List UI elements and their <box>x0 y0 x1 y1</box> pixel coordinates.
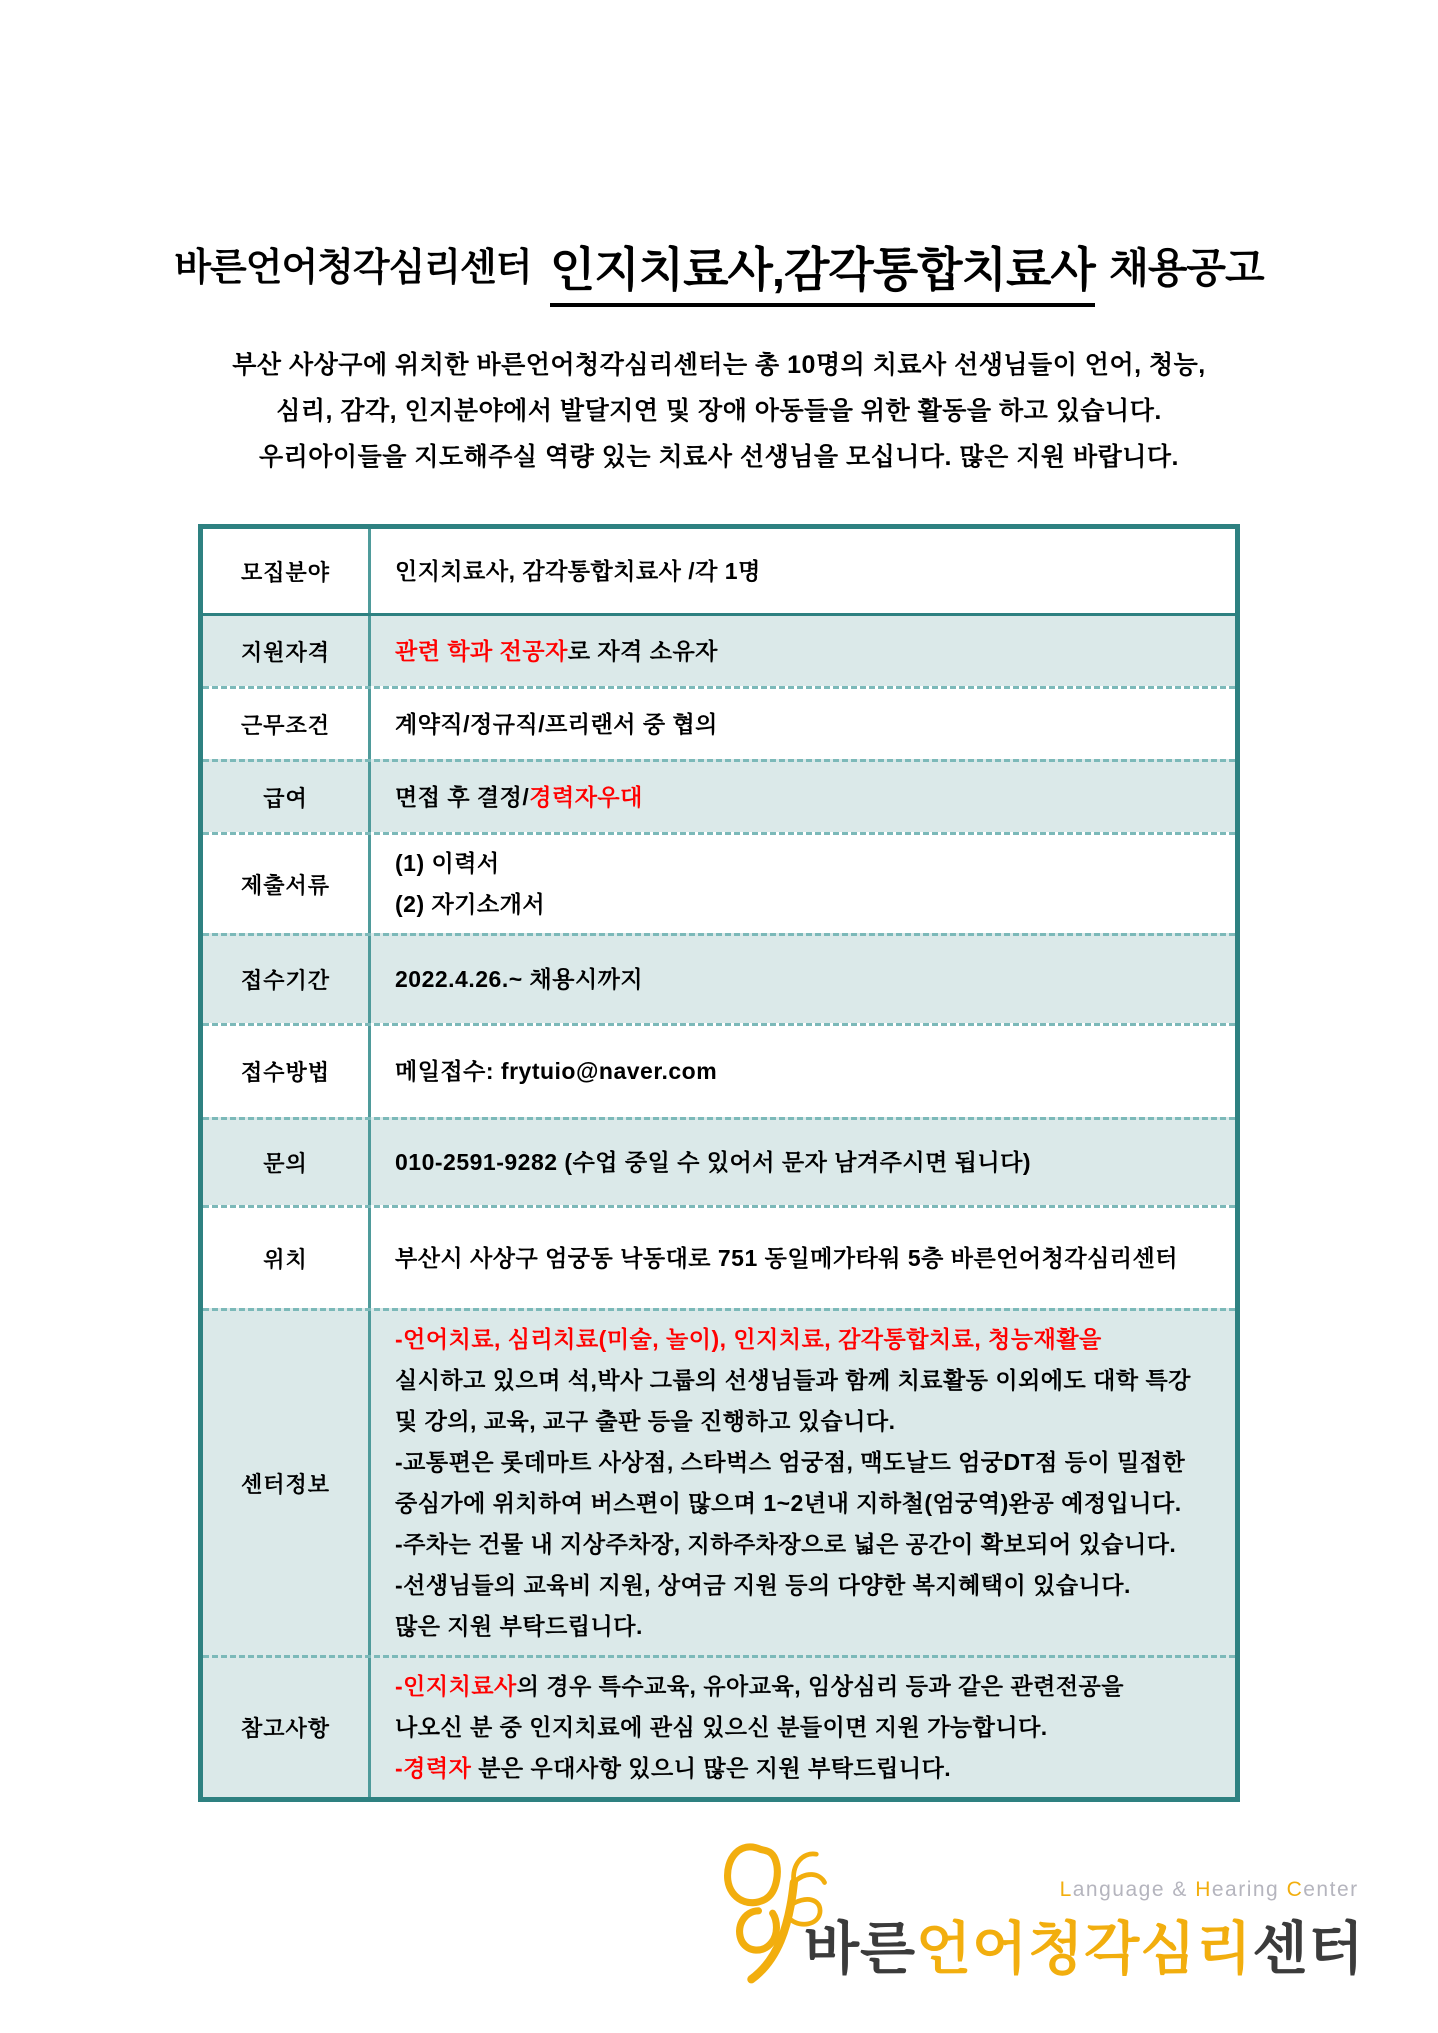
table-row-모집분야 <box>203 529 1235 613</box>
row-label: 근무조건 <box>203 689 371 759</box>
content-line <box>395 1319 1217 1360</box>
plain-text: -선생님들의 교육비 지원, 상여금 지원 등의 다양한 복지혜택이 있습니다. <box>395 1572 1131 1598</box>
row-label: 모집분야 <box>203 529 371 613</box>
plain-text: 나오신 분 중 인지치료에 관심 있으신 분들이면 지원 가능합니다. <box>395 1714 1048 1740</box>
job-info-table <box>198 524 1240 1802</box>
logo-name-gold-part: 언어청각심리 <box>916 1917 1253 1981</box>
content-line <box>395 843 1217 884</box>
tagline-initial: C <box>1286 1878 1304 1901</box>
plain-text: 및 강의, 교육, 교구 출판 등을 진행하고 있습니다. <box>395 1408 896 1434</box>
page-title <box>0 233 1438 307</box>
plain-text: (2) 자기소개서 <box>395 891 546 917</box>
table-row-접수기간 <box>203 933 1235 1023</box>
row-label: 제출서류 <box>203 835 371 933</box>
content-line <box>395 1524 1217 1565</box>
intro-line-2: 심리, 감각, 인지분야에서 발달지연 및 장애 아동들을 위한 활동을 하고 있습니다. <box>276 397 1162 425</box>
row-label: 접수방법 <box>203 1026 371 1117</box>
plain-text: 010-2591-9282 (수업 중일 수 있어서 문자 남겨주시면 됩니다) <box>395 1149 1031 1175</box>
content-line <box>395 1748 1217 1789</box>
tagline-initial: H <box>1195 1878 1212 1901</box>
content-line <box>395 1360 1217 1401</box>
content-line <box>395 1707 1217 1748</box>
plain-text: 2022.4.26.~ 채용시까지 <box>395 966 644 992</box>
table-row-근무조건 <box>203 686 1235 759</box>
plain-text: 계약직/정규직/프리랜서 중 협의 <box>395 710 718 737</box>
row-label: 위치 <box>203 1208 371 1308</box>
plain-text: -교통편은 롯데마트 사상점, 스타벅스 엄궁점, 맥도날드 엄궁DT점 등이 밀접한 <box>395 1449 1186 1475</box>
content-line <box>395 1606 1217 1647</box>
row-label: 접수기간 <box>203 936 371 1023</box>
plain-text: 실시하고 있으며 석,박사 그룹의 선생님들과 함께 치료활동 이외에도 대학 특강 <box>395 1367 1191 1393</box>
logo-name-gray-part: 바른 <box>804 1917 917 1981</box>
intro-paragraph <box>0 342 1438 480</box>
plain-text: 로 자격 소유자 <box>567 637 718 664</box>
emphasis-red-text: -언어치료, 심리치료(미술, 놀이), 인지치료, 감각통합치료, 청능재활을 <box>395 1326 1102 1352</box>
title-position-underlined: 인지치료사,감각통합치료사 <box>550 233 1095 307</box>
plain-text: 중심가에 위치하여 버스편이 많으며 1~2년내 지하철(엄궁역)완공 예정입니다. <box>395 1490 1182 1516</box>
content-line <box>395 777 1217 818</box>
center-logo <box>716 1828 1365 1996</box>
emphasis-red-text: 관련 학과 전공자 <box>395 637 568 664</box>
row-content <box>371 835 1235 933</box>
content-line <box>395 884 1217 925</box>
content-line <box>395 1442 1217 1483</box>
table-row-지원자격 <box>203 613 1235 686</box>
tagline-initial: L <box>1059 1878 1073 1901</box>
row-content <box>371 1208 1235 1308</box>
tagline-text: enter <box>1303 1878 1359 1901</box>
logo-text-block <box>804 1878 1365 1985</box>
title-notice-word: 채용공고 <box>1109 245 1264 291</box>
table-row-제출서류 <box>203 832 1235 933</box>
row-content <box>371 1311 1235 1655</box>
row-content <box>371 1120 1235 1205</box>
table-row-문의 <box>203 1117 1235 1205</box>
plain-text: -주차는 건물 내 지상주차장, 지하주차장으로 넓은 공간이 확보되어 있습니다. <box>395 1531 1177 1557</box>
plain-text: 면접 후 결정/ <box>395 783 530 810</box>
row-label: 급여 <box>203 762 371 832</box>
intro-line-1: 부산 사상구에 위치한 바른언어청각심리센터는 총 10명의 치료사 선생님들이 언어, 청능, <box>232 351 1206 379</box>
content-line <box>395 551 1217 592</box>
intro-line-3: 우리아이들을 지도해주실 역량 있는 치료사 선생님을 모십니다. 많은 지원 바랍니다. <box>258 443 1179 471</box>
content-line <box>395 959 1217 1000</box>
logo-name-gray-part: 센터 <box>1252 1917 1365 1981</box>
row-label: 센터정보 <box>203 1311 371 1655</box>
row-content <box>371 1658 1235 1797</box>
logo-center-name <box>804 1903 1365 1985</box>
emphasis-red-text: -경력자 <box>395 1755 472 1781</box>
plain-text: 분은 우대사항 있으니 많은 지원 부탁드립니다. <box>471 1755 952 1781</box>
content-line <box>395 1565 1217 1606</box>
content-line <box>395 1238 1217 1279</box>
plain-text: 인지치료사, 감각통합치료사 /각 1명 <box>395 557 761 584</box>
plain-text: (1) 이력서 <box>395 850 500 876</box>
table-row-위치 <box>203 1205 1235 1308</box>
content-line <box>395 631 1217 672</box>
table-row-센터정보 <box>203 1308 1235 1655</box>
row-content <box>371 762 1235 832</box>
plain-text: 메일접수: frytuio@naver.com <box>395 1058 718 1084</box>
content-line <box>395 1483 1217 1524</box>
tagline-text: earing <box>1211 1878 1287 1901</box>
emphasis-red-text: -인지치료사 <box>395 1673 517 1699</box>
table-row-접수방법 <box>203 1023 1235 1117</box>
row-content <box>371 529 1235 613</box>
content-line <box>395 1401 1217 1442</box>
table-row-참고사항 <box>203 1655 1235 1797</box>
plain-text: 부산시 사상구 엄궁동 낙동대로 751 동일메가타워 5층 바른언어청각심리센터 <box>395 1244 1178 1271</box>
content-line <box>395 1666 1217 1707</box>
row-content <box>371 936 1235 1023</box>
row-label: 문의 <box>203 1120 371 1205</box>
row-content <box>371 689 1235 759</box>
table-row-급여 <box>203 759 1235 832</box>
content-line <box>395 1142 1217 1183</box>
plain-text: 의 경우 특수교육, 유아교육, 임상심리 등과 같은 관련전공을 <box>516 1673 1124 1699</box>
tagline-text: anguage & <box>1072 1878 1196 1901</box>
row-content <box>371 616 1235 686</box>
emphasis-red-text: 경력자우대 <box>529 783 643 810</box>
title-center-name: 바른언어청각심리센터 <box>174 247 532 289</box>
plain-text: 많은 지원 부탁드립니다. <box>395 1613 643 1639</box>
row-label: 지원자격 <box>203 616 371 686</box>
content-line <box>395 704 1217 745</box>
logo-tagline <box>804 1878 1365 1902</box>
row-label: 참고사항 <box>203 1658 371 1797</box>
row-content <box>371 1026 1235 1117</box>
content-line <box>395 1051 1217 1092</box>
